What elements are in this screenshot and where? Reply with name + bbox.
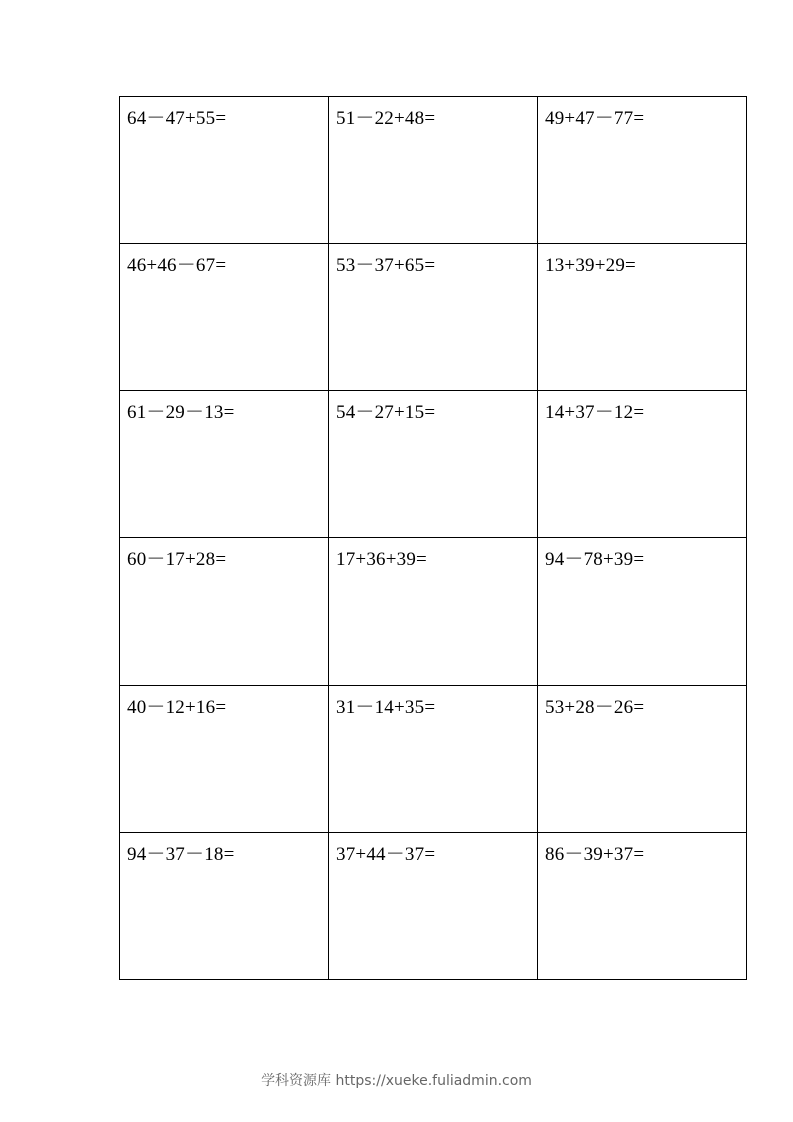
problem-text: 53－37+65= — [336, 255, 436, 277]
problem-grid — [119, 96, 747, 980]
problem-text: 13+39+29= — [545, 255, 636, 277]
grid-row — [120, 685, 747, 832]
problem-cell — [538, 832, 747, 979]
problem-text: 60－17+28= — [127, 549, 227, 571]
problem-cell — [329, 832, 538, 979]
problem-text: 54－27+15= — [336, 402, 436, 424]
problem-cell — [538, 685, 747, 832]
problem-text: 17+36+39= — [336, 549, 427, 571]
problem-cell — [120, 832, 329, 979]
grid-row — [120, 391, 747, 538]
problem-cell — [120, 391, 329, 538]
problem-text: 94－78+39= — [545, 549, 645, 571]
problem-text: 49+47－77= — [545, 108, 645, 129]
problem-cell — [120, 97, 329, 244]
problem-text: 46+46－67= — [127, 255, 227, 277]
problem-text: 94－37－18= — [127, 843, 235, 865]
problem-text: 64－47+55= — [127, 108, 227, 129]
problem-cell — [120, 244, 329, 391]
problem-cell — [329, 244, 538, 391]
problem-text: 53+28－26= — [545, 696, 645, 718]
problem-text: 37+44－37= — [336, 843, 436, 865]
grid-row — [120, 832, 747, 979]
problem-cell — [538, 391, 747, 538]
problem-cell — [120, 538, 329, 685]
problem-text: 86－39+37= — [545, 843, 645, 865]
problem-cell — [538, 97, 747, 244]
problem-cell — [329, 685, 538, 832]
problem-cell — [329, 538, 538, 685]
grid-row — [120, 244, 747, 391]
footer-source-text: 学科资源库 https://xueke.fuliadmin.com — [261, 1073, 532, 1089]
problem-text: 51－22+48= — [336, 108, 436, 129]
problem-cell — [538, 244, 747, 391]
grid-row — [120, 97, 747, 244]
problem-cell — [120, 685, 329, 832]
grid-row — [120, 538, 747, 685]
problem-text: 31－14+35= — [336, 696, 436, 718]
problem-text: 14+37－12= — [545, 402, 645, 424]
problem-cell — [329, 97, 538, 244]
problem-cell — [538, 538, 747, 685]
problem-cell — [329, 391, 538, 538]
problem-text: 61－29－13= — [127, 402, 235, 424]
problem-text: 40－12+16= — [127, 696, 227, 718]
